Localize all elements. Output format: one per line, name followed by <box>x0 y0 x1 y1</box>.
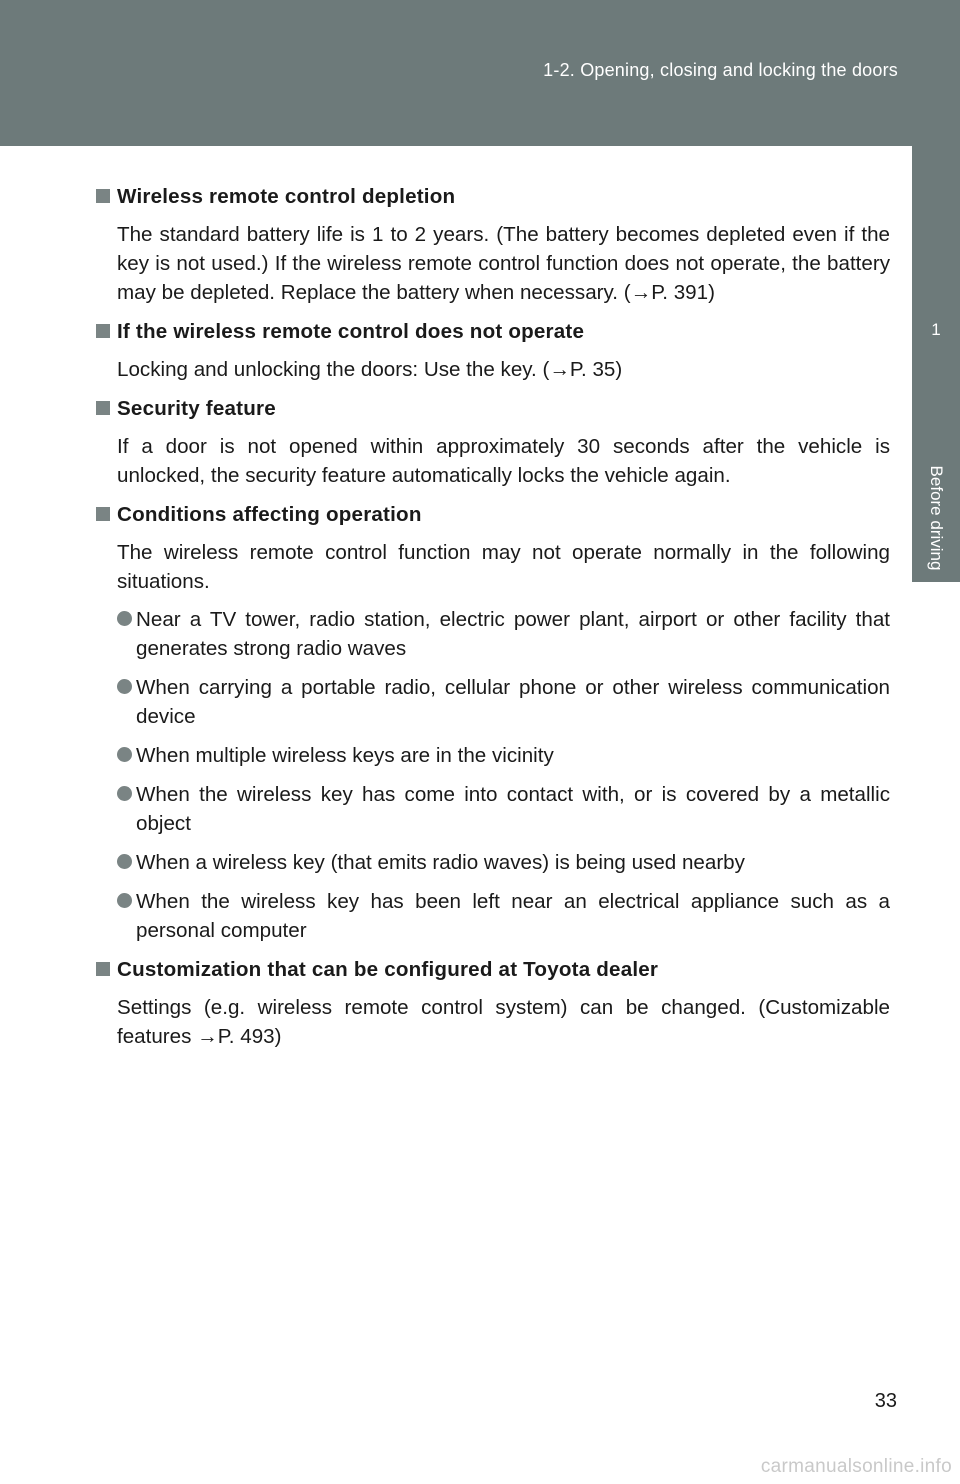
section-text: Settings (e.g. wireless remote control system) can be changed. (Customizable features →P. 493) <box>117 996 890 1048</box>
section-conditions <box>96 500 890 945</box>
section-heading: Conditions affecting operation <box>96 500 890 529</box>
page-number: 33 <box>874 1390 897 1412</box>
list-item: When multiple wireless keys are in the vicinity <box>96 741 890 770</box>
section-security-feature <box>96 394 890 490</box>
section-heading: Wireless remote control depletion <box>96 182 890 211</box>
section-text: If a door is not opened within approximately 30 seconds after the vehicle is unlocked, the security feature automatically locks the vehicle again. <box>117 435 890 487</box>
section-text: The standard battery life is 1 to 2 years. (The battery becomes depleted even if the key is not used.) If the wireless remote control function does not operate, the battery may be depleted. Replace the battery when necessary. (→P. 391) <box>117 223 890 304</box>
chapter-label: Before driving <box>927 465 946 571</box>
section-battery-depletion <box>96 182 890 307</box>
round-bullet-icon <box>117 854 132 869</box>
section-heading: Customization that can be configured at Toyota dealer <box>96 955 890 984</box>
square-bullet-icon <box>96 401 110 415</box>
round-bullet-icon <box>117 611 132 626</box>
square-bullet-icon <box>96 507 110 521</box>
square-bullet-icon <box>96 189 110 203</box>
square-bullet-icon <box>96 324 110 338</box>
section-text: The wireless remote control function may not operate normally in the following situations. <box>117 541 890 593</box>
chapter-header <box>0 0 960 146</box>
section-remote-not-operate <box>96 317 890 384</box>
list-item: When the wireless key has come into contact with, or is covered by a metallic object <box>96 780 890 838</box>
page-content <box>96 182 890 1061</box>
round-bullet-icon <box>117 893 132 908</box>
chapter-number: 1 <box>931 320 941 339</box>
list-item: When a wireless key (that emits radio waves) is being used nearby <box>96 848 890 877</box>
round-bullet-icon <box>117 747 132 762</box>
list-item: When the wireless key has been left near an electrical appliance such as a personal computer <box>96 887 890 945</box>
square-bullet-icon <box>96 962 110 976</box>
round-bullet-icon <box>117 786 132 801</box>
conditions-list <box>96 605 890 945</box>
watermark: carmanualsonline.info <box>760 1456 952 1477</box>
round-bullet-icon <box>117 679 132 694</box>
header-title: 1-2. Opening, closing and locking the doors <box>543 60 898 80</box>
chapter-side-tab <box>912 146 960 582</box>
section-heading: If the wireless remote control does not operate <box>96 317 890 346</box>
section-text: Locking and unlocking the doors: Use the key. (→P. 35) <box>117 358 623 381</box>
list-item: Near a TV tower, radio station, electric power plant, airport or other facility that generates strong radio waves <box>96 605 890 663</box>
section-customization <box>96 955 890 1051</box>
section-heading: Security feature <box>96 394 890 423</box>
list-item: When carrying a portable radio, cellular phone or other wireless communication device <box>96 673 890 731</box>
